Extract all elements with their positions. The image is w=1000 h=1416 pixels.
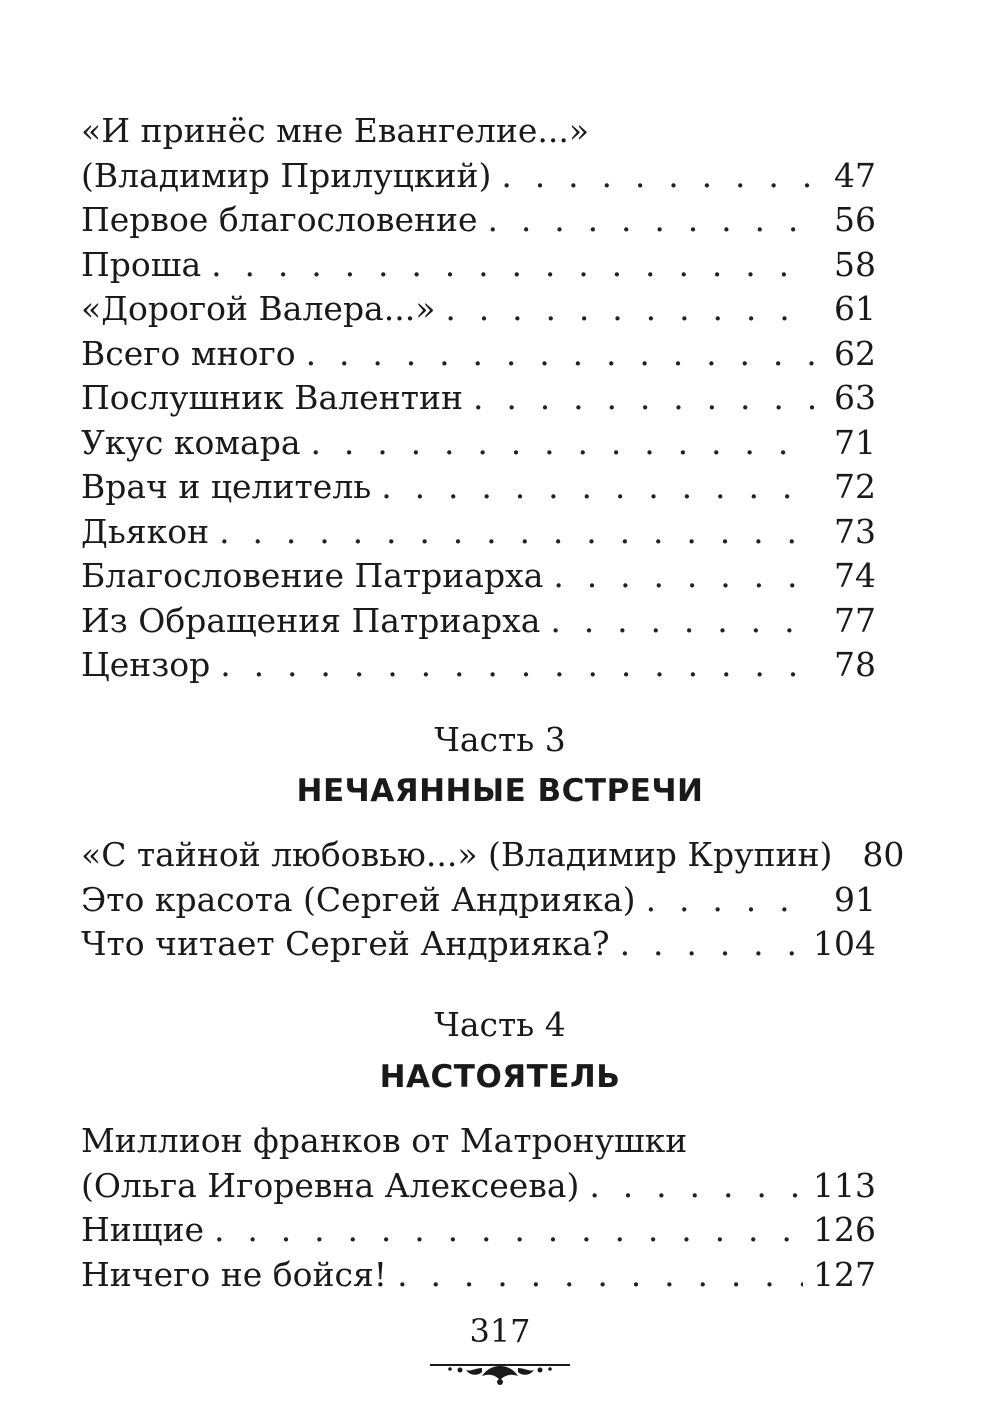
dot-leader xyxy=(397,1253,803,1298)
toc-entry-page: 73 xyxy=(834,511,876,551)
toc-entry-title: Всего много xyxy=(81,333,296,373)
floral-ornament-icon xyxy=(430,1358,570,1386)
toc-entry-page: 61 xyxy=(834,289,876,328)
toc-entry-page: 80 xyxy=(862,835,905,874)
dot-leader xyxy=(445,287,814,332)
part4-label: Часть 4 xyxy=(434,1005,566,1044)
toc-entry xyxy=(81,465,876,510)
toc-entry xyxy=(81,198,876,243)
toc-entry-title: Ничего не бойся! xyxy=(81,1254,388,1294)
ornament-shapes xyxy=(430,1364,570,1385)
toc-entry-title: Врач и целитель xyxy=(81,467,372,506)
toc-entry xyxy=(81,243,876,288)
toc-entry-title: Это красота (Сергей Андрияка) xyxy=(81,879,636,919)
toc-entry xyxy=(81,643,876,688)
part3-label: Часть 3 xyxy=(434,720,566,759)
toc-entry xyxy=(81,421,876,466)
toc-entry xyxy=(81,1119,876,1164)
toc-entry-title: Укус комара xyxy=(81,422,301,462)
toc-entry-page: 56 xyxy=(834,200,876,239)
toc-entry-title: Проша xyxy=(81,244,202,284)
toc-entry-title: Из Обращения Патриарха xyxy=(81,600,541,640)
dot-leader xyxy=(306,332,814,377)
part3-title: НЕЧАЯННЫЕ ВСТРЕЧИ xyxy=(296,773,704,809)
toc-entry-title: Миллион франков от Матронушки xyxy=(81,1121,688,1160)
toc-entry xyxy=(81,1253,876,1298)
dot-leader xyxy=(220,643,814,688)
toc-entry-title: Послушник Валентин xyxy=(81,378,463,417)
toc-entry xyxy=(81,1208,876,1253)
toc-entry-title: (Владимир Прилуцкий) xyxy=(81,155,492,195)
toc-entry-title: «Дорогой Валера...» xyxy=(81,289,436,328)
dot-leader xyxy=(381,465,814,510)
toc-entry-page: 127 xyxy=(813,1254,876,1294)
dot-leader xyxy=(488,198,815,243)
toc-entry-title: Благословение Патриарха xyxy=(81,556,544,595)
toc-entry-page: 113 xyxy=(813,1165,876,1205)
toc-entry xyxy=(81,376,876,421)
toc-entry xyxy=(81,1164,876,1209)
toc-entry-title: Нищие xyxy=(81,1210,204,1249)
toc-entry-page: 58 xyxy=(834,244,876,284)
toc-entry xyxy=(81,287,876,332)
dot-leader xyxy=(553,554,814,599)
dot-leader xyxy=(473,376,814,421)
toc-entry xyxy=(81,554,876,599)
toc-entry-page: 77 xyxy=(834,600,876,640)
toc-entry-page: 71 xyxy=(834,422,876,462)
part4-title: НАСТОЯТЕЛЬ xyxy=(379,1059,621,1095)
toc-entry xyxy=(81,833,905,878)
toc-entry-title: Цензор xyxy=(81,645,211,684)
toc-entry-page: 78 xyxy=(834,645,876,684)
dot-leader xyxy=(311,421,815,466)
dot-leader xyxy=(620,922,803,967)
toc-entry-title: «И принёс мне Евангелие...» xyxy=(81,111,590,150)
toc-entry xyxy=(81,332,876,377)
toc-entry-page: 104 xyxy=(813,924,876,963)
toc-section-part3 xyxy=(81,833,905,967)
dot-leader xyxy=(550,599,814,644)
toc-entry-title: Что читает Сергей Андрияка? xyxy=(81,924,610,963)
toc-entry xyxy=(81,599,876,644)
toc-section-part4 xyxy=(81,1119,876,1297)
toc-entry-page: 47 xyxy=(834,155,876,195)
toc-entry xyxy=(81,109,876,154)
toc-entry-page: 63 xyxy=(834,378,876,417)
toc-entry-page: 126 xyxy=(813,1210,876,1249)
toc-entry-title: (Ольга Игоревна Алексеева) xyxy=(81,1165,580,1205)
toc-entry xyxy=(81,154,876,199)
page-number: 317 xyxy=(469,1312,531,1350)
toc-entry-title: Первое благословение xyxy=(81,200,478,239)
dot-leader xyxy=(501,154,814,199)
toc-entry-title: Дьякон xyxy=(81,511,210,551)
toc-entry xyxy=(81,878,876,923)
dot-leader xyxy=(211,243,814,288)
toc-section-top xyxy=(81,109,876,688)
toc-entry-page: 74 xyxy=(834,556,876,595)
toc-entry xyxy=(81,922,876,967)
toc-entry-page: 91 xyxy=(834,879,876,919)
dot-leader xyxy=(589,1164,803,1209)
dot-leader xyxy=(214,1208,803,1253)
dot-leader xyxy=(219,510,814,555)
toc-entry-page: 62 xyxy=(834,333,876,373)
toc-entry-title: «С тайной любовью...» (Владимир Крупин) xyxy=(81,835,833,874)
toc-entry-page: 72 xyxy=(834,467,876,506)
dot-leader xyxy=(646,878,814,923)
toc-entry xyxy=(81,510,876,555)
